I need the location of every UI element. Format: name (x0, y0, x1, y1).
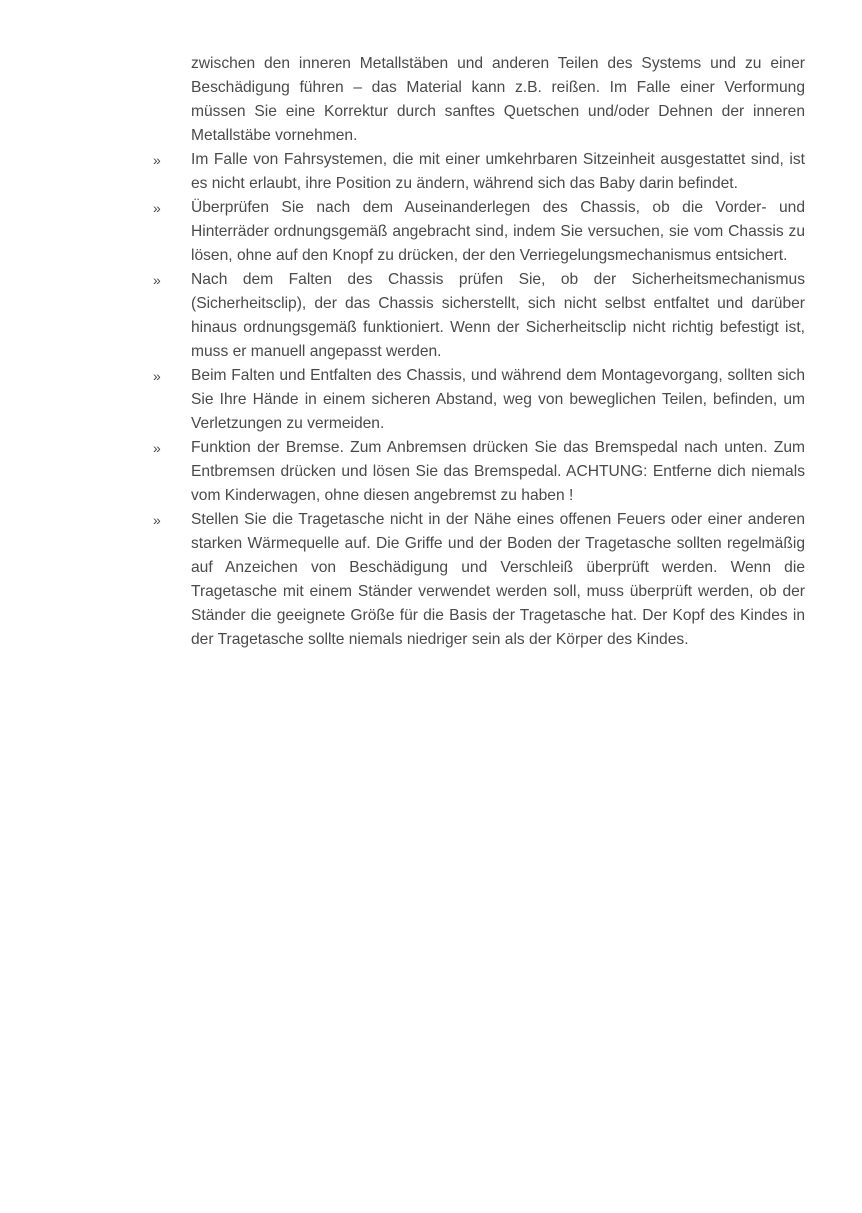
bullet-text: Funktion der Bremse. Zum Anbremsen drücken Sie das Bremspedal nach unten. Zum Entbremsen drücken und lösen Sie das Bremspedal. ACHTUNG: Entferne dich niemals vom Kinderwagen, ohne diesen angebremst zu haben ! (191, 439, 805, 504)
bullet-text: Nach dem Falten des Chassis prüfen Sie, ob der Sicherheitsmechanismus (Sicherheitsclip), der das Chassis sicherstellt, sich nicht selbst entfaltet und darüber hinaus ordnungsgemäß funktioniert. Wenn der Sicherheitsclip nicht richtig befestigt ist, muss er manuell angepasst werden. (191, 271, 805, 360)
bullet-item-1 (150, 148, 805, 196)
continuation-paragraph: zwischen den inneren Metallstäben und anderen Teilen des Systems und zu einer Beschädigung führen – das Material kann z.B. reißen. Im Falle einer Verformung müssen Sie eine Korrektur durch sanftes Quetschen und/oder Dehnen der inneren Metallstäbe vornehmen. (191, 55, 805, 144)
bullet-item-6 (150, 508, 805, 652)
bullet-text: Im Falle von Fahrsystemen, die mit einer umkehrbaren Sitzeinheit ausgestattet sind, ist es nicht erlaubt, ihre Position zu ändern, während sich das Baby darin befindet. (191, 151, 805, 192)
bullet-item-4 (150, 364, 805, 436)
bullet-item-5 (150, 436, 805, 508)
bullet-item-2 (150, 196, 805, 268)
bullet-text: Beim Falten und Entfalten des Chassis, und während dem Montagevorgang, sollten sich Sie Ihre Hände in einem sicheren Abstand, weg von beweglichen Teilen, befinden, um Verletzungen zu vermeiden. (191, 367, 805, 432)
bullet-marker: » (153, 512, 161, 528)
bullet-marker: » (153, 440, 161, 456)
bullet-text: Stellen Sie die Tragetasche nicht in der Nähe eines offenen Feuers oder einer anderen starken Wärmequelle auf. Die Griffe und der Boden der Tragetasche sollten regelmäßig auf Anzeichen von Beschädigung und Verschleiß überprüft werden. Wenn die Tragetasche mit einem Ständer verwendet werden soll, muss überprüft werden, ob der Ständer die geeignete Größe für die Basis der Tragetasche hat. Der Kopf des Kindes in der Tragetasche sollte niemals niedriger sein als der Körper des Kindes. (191, 511, 805, 648)
bullet-marker: » (153, 200, 161, 216)
bullet-marker: » (153, 368, 161, 384)
safety-bullet-list (150, 148, 805, 652)
bullet-text: Überprüfen Sie nach dem Auseinanderlegen des Chassis, ob die Vorder- und Hinterräder ordnungsgemäß angebracht sind, indem Sie versuchen, sie vom Chassis zu lösen, ohne auf den Knopf zu drücken, der den Verriegelungsmechanismus entsichert. (191, 199, 805, 264)
bullet-item-3 (150, 268, 805, 364)
bullet-marker: » (153, 272, 161, 288)
bullet-marker: » (153, 152, 161, 168)
